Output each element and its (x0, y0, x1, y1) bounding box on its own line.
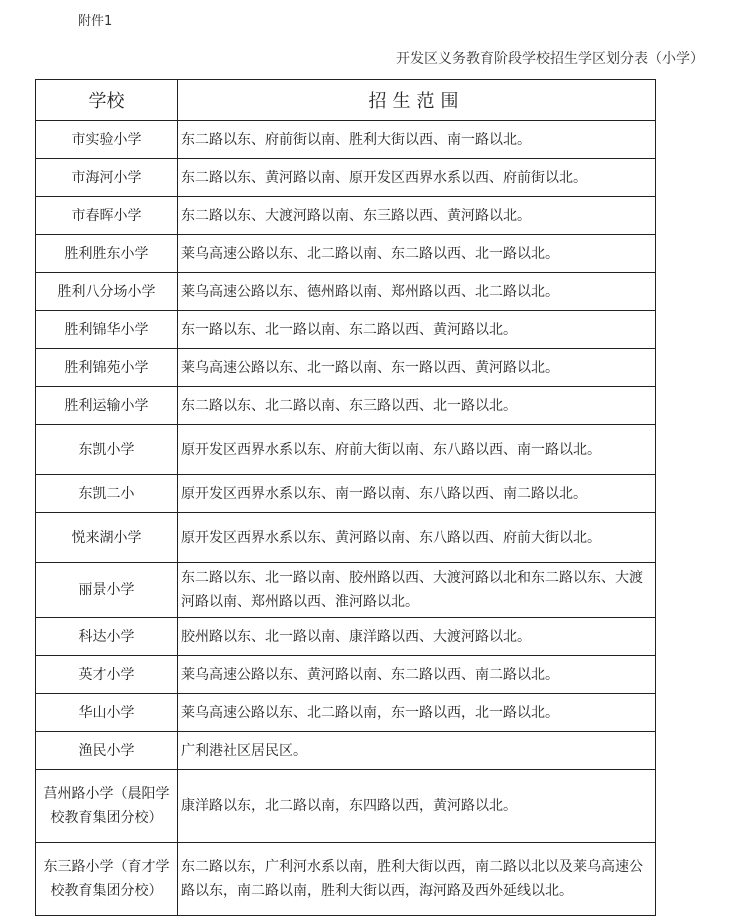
table-row (36, 121, 656, 159)
enrollment-scope: 原开发区西界水系以东、南一路以南、东八路以西、南二路以北。 (178, 475, 656, 513)
school-name: 市实验小学 (36, 121, 178, 159)
table-row (36, 235, 656, 273)
enrollment-scope: 东二路以东，广利河水系以南，胜利大街以西，南二路以北以及莱乌高速公路以东，南二路以南，胜利大街以西，海河路及西外延线以北。 (178, 843, 656, 916)
school-district-table (35, 79, 656, 916)
enrollment-scope: 莱乌高速公路以东、北二路以南，东一路以西，北一路以北。 (178, 694, 656, 732)
table-row (36, 732, 656, 770)
table-header-row (36, 80, 656, 121)
school-name: 悦来湖小学 (36, 513, 178, 563)
table-row (36, 273, 656, 311)
school-name: 东三路小学（育才学校教育集团分校） (36, 843, 178, 916)
table-row (36, 349, 656, 387)
enrollment-scope: 东二路以东、大渡河路以南、东三路以西、黄河路以北。 (178, 197, 656, 235)
table-row (36, 513, 656, 563)
school-name: 科达小学 (36, 618, 178, 656)
table-row (36, 197, 656, 235)
enrollment-scope: 康洋路以东，北二路以南，东四路以西，黄河路以北。 (178, 770, 656, 843)
school-name: 英才小学 (36, 656, 178, 694)
table-row (36, 475, 656, 513)
school-name: 东凯二小 (36, 475, 178, 513)
attachment-label: 附件1 (78, 14, 113, 29)
enrollment-scope: 莱乌高速公路以东、北二路以南、东二路以西、北一路以北。 (178, 235, 656, 273)
school-name: 胜利胜东小学 (36, 235, 178, 273)
school-name: 市海河小学 (36, 159, 178, 197)
school-name: 胜利八分场小学 (36, 273, 178, 311)
header-school: 学校 (36, 80, 178, 121)
school-name: 莒州路小学（晨阳学校教育集团分校） (36, 770, 178, 843)
table-row (36, 618, 656, 656)
table-row (36, 656, 656, 694)
table-title: 开发区义务教育阶段学校招生学区划分表（小学） (396, 51, 704, 67)
school-name: 胜利锦苑小学 (36, 349, 178, 387)
enrollment-scope: 莱乌高速公路以东、黄河路以南、东二路以西、南二路以北。 (178, 656, 656, 694)
enrollment-scope: 原开发区西界水系以东、黄河路以南、东八路以西、府前大街以北。 (178, 513, 656, 563)
enrollment-scope: 东二路以东、北一路以南、胶州路以西、大渡河路以北和东二路以东、大渡河路以南、郑州路以西、淮河路以北。 (178, 563, 656, 618)
table-row (36, 387, 656, 425)
enrollment-scope: 莱乌高速公路以东、德州路以南、郑州路以西、北二路以北。 (178, 273, 656, 311)
table-row (36, 770, 656, 843)
school-name: 市春晖小学 (36, 197, 178, 235)
table-row (36, 694, 656, 732)
header-range: 招生范围 (178, 80, 656, 121)
school-name: 胜利运输小学 (36, 387, 178, 425)
school-name: 渔民小学 (36, 732, 178, 770)
school-name: 胜利锦华小学 (36, 311, 178, 349)
enrollment-scope: 东二路以东、府前街以南、胜利大街以西、南一路以北。 (178, 121, 656, 159)
table-row (36, 311, 656, 349)
school-name: 东凯小学 (36, 425, 178, 475)
enrollment-scope: 广利港社区居民区。 (178, 732, 656, 770)
enrollment-scope: 胶州路以东、北一路以南、康洋路以西、大渡河路以北。 (178, 618, 656, 656)
table-row (36, 425, 656, 475)
table-row (36, 563, 656, 618)
table-row (36, 159, 656, 197)
school-name: 华山小学 (36, 694, 178, 732)
table-row (36, 843, 656, 916)
enrollment-scope: 莱乌高速公路以东、北一路以南、东一路以西、黄河路以北。 (178, 349, 656, 387)
school-name: 丽景小学 (36, 563, 178, 618)
enrollment-scope: 东一路以东、北一路以南、东二路以西、黄河路以北。 (178, 311, 656, 349)
enrollment-scope: 东二路以东、黄河路以南、原开发区西界水系以西、府前街以北。 (178, 159, 656, 197)
enrollment-scope: 东二路以东、北二路以南、东三路以西、北一路以北。 (178, 387, 656, 425)
enrollment-scope: 原开发区西界水系以东、府前大街以南、东八路以西、南一路以北。 (178, 425, 656, 475)
